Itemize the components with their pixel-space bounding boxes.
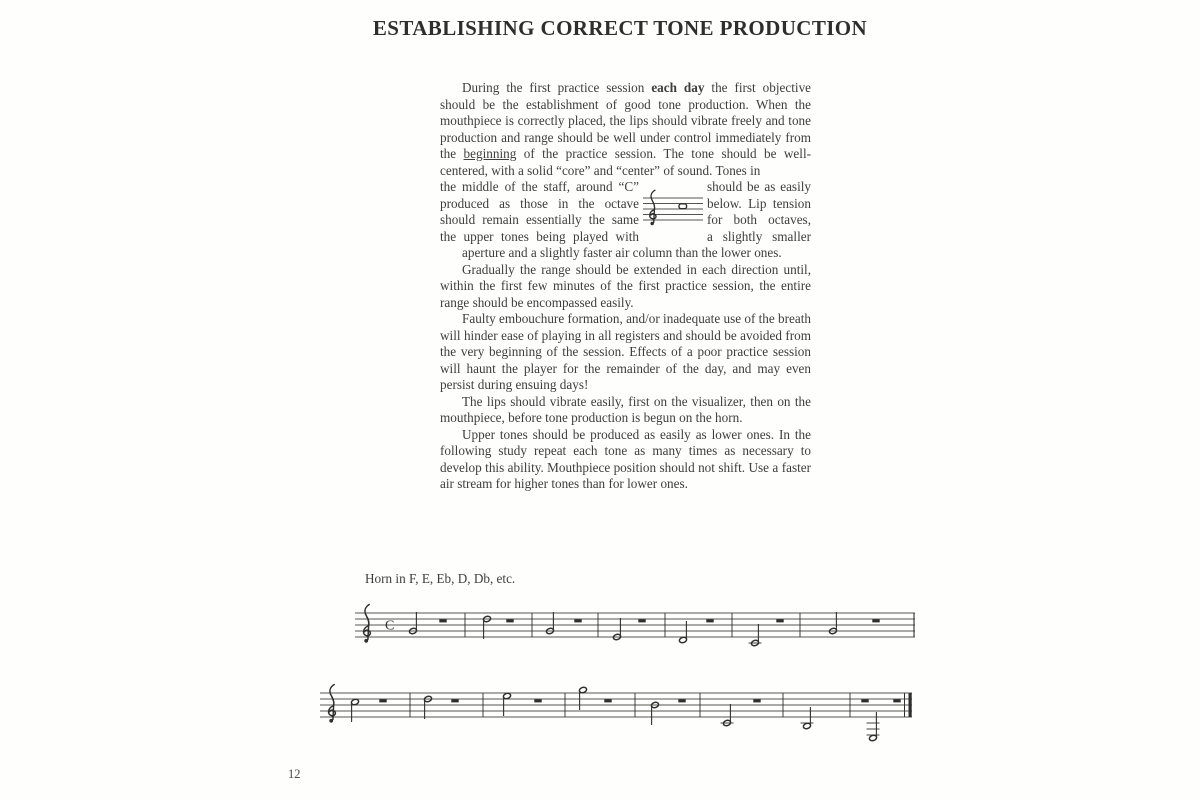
whole-note-head (679, 204, 687, 209)
paragraph-2: Gradually the range should be extended in each direction until, within the first few minutes of the first practice session, the entire range should be encompassed easily. (440, 261, 811, 310)
half-rest (678, 699, 685, 702)
wrap-line-left: produced as those in the octave (440, 195, 639, 211)
wrap-line-left: the upper tones being played with (440, 228, 639, 244)
wrap-text-right (707, 179, 811, 245)
wrap-line-right: for both octaves, (707, 212, 811, 227)
wrap-text-left (440, 179, 639, 245)
underlined-phrase: beginning (463, 146, 517, 161)
half-rest (574, 619, 581, 622)
wrap-line-right: a slightly smaller (707, 228, 811, 244)
music-staff-2 (318, 670, 916, 750)
text-segment: During the first practice session (462, 80, 652, 95)
paragraph-3: Faulty embouchure formation, and/or inadequate use of the breath will hinder ease of playing in all registers and should be avoided from the very beginning of the session. Effects of a poor practice session will haunt the player for the remainder of the day, and may even persist during ensuing days! (440, 311, 811, 392)
half-rest (379, 699, 386, 702)
wrap-line-left: the middle of the staff, around “C” (440, 179, 639, 194)
half-rest (753, 699, 760, 702)
time-signature-common: C (385, 618, 395, 634)
half-rest (861, 699, 868, 702)
inline-staff-figure (641, 189, 705, 235)
page-title: ESTABLISHING CORRECT TONE PRODUCTION (372, 16, 868, 40)
wrap-line-right: below. Lip tension (707, 195, 811, 211)
wrap-line-right: should be as easily (707, 179, 811, 194)
paragraph-1-close: aperture and a slightly faster air column than the lower ones. (462, 245, 782, 260)
half-rest (706, 619, 713, 622)
music-wrap-section (440, 179, 811, 245)
half-rest (439, 619, 446, 622)
page-number: 12 (288, 767, 301, 781)
half-rest (776, 619, 783, 622)
exercise-caption: Horn in F, E, Eb, D, Db, etc. (365, 571, 516, 586)
music-staff-1 (353, 595, 917, 657)
paragraph-4: The lips should vibrate easily, first on the visualizer, then on the mouthpiece, before tone production is begun on the horn. (440, 393, 811, 425)
text-segment: of the practice session. The tone should be well-centered, with a solid “core” and “center” of sound. Tones in (440, 146, 811, 178)
half-rest (638, 619, 645, 622)
half-rest (893, 699, 900, 702)
body-text-column (440, 80, 811, 493)
paragraph-5: Upper tones should be produced as easily as lower ones. In the following study repeat each tone as many times as necessary to develop this ability. Mouthpiece position should not shift. Use a faster air stream for higher tones than for lower ones. (440, 426, 811, 491)
text-segment: the first objective should be the establishment of good tone production. When the mouthpiece is correctly placed, the lips should vibrate freely and tone production and range should be well under control immediately from the (440, 80, 812, 161)
wrap-line-left: should remain essentially the same (440, 212, 639, 227)
half-rest (872, 619, 879, 622)
half-rest (451, 699, 458, 702)
half-rest (534, 699, 541, 702)
half-rest (506, 619, 513, 622)
half-rest (604, 699, 611, 702)
paragraph-1 (440, 80, 811, 179)
final-barline-thick (909, 693, 912, 717)
bold-phrase: each day (651, 80, 705, 95)
